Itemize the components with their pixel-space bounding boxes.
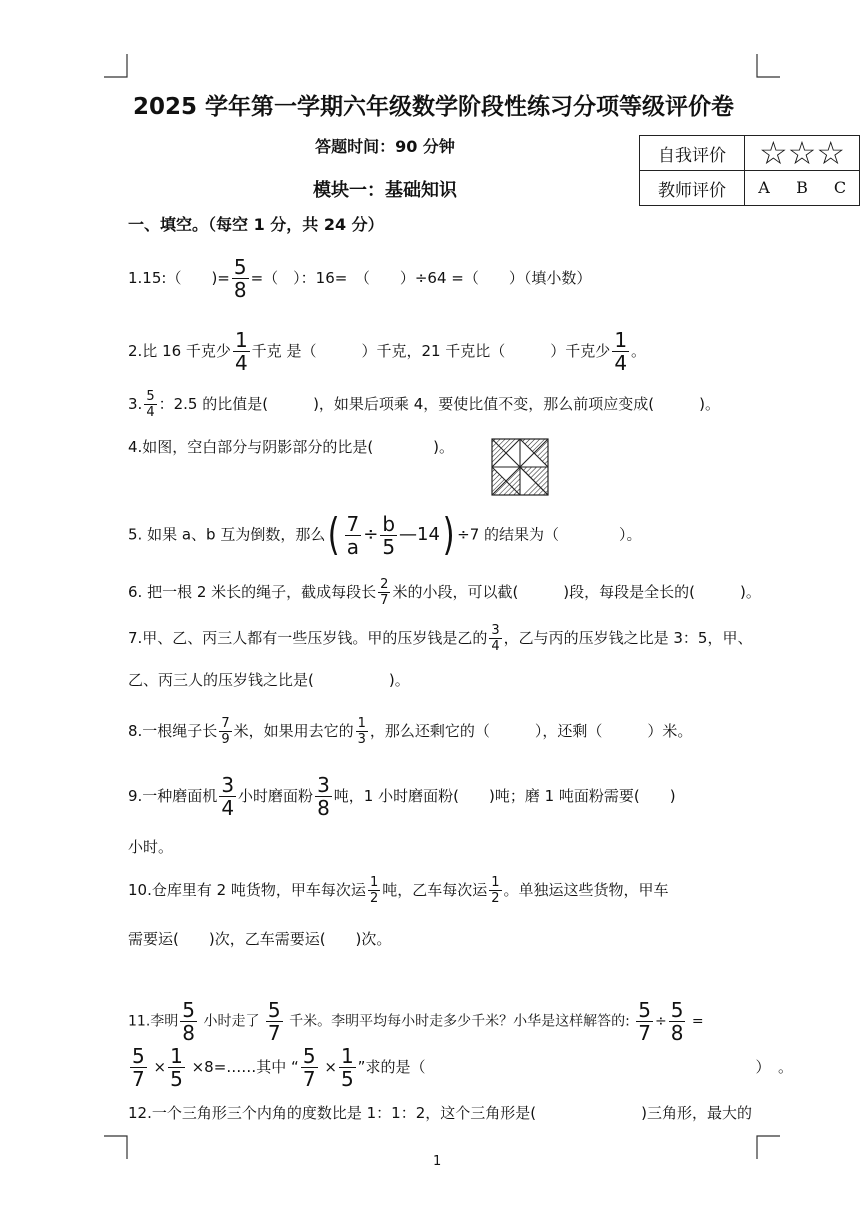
crop-mark-bottom-left (104, 1135, 128, 1159)
self-evaluation-label: 自我评价 (640, 136, 745, 171)
page-number: 1 (433, 1154, 442, 1169)
question-10: 10.仓库里有 2 吨货物，甲车每次运 $\frac{1}{2}$ 吨，乙车每次运 $\frac{1}{2}$ 。单独运这些货物，甲车 (128, 875, 669, 906)
question-9-line-2: 小时。 (128, 838, 174, 856)
question-7-line-2: 乙、丙三人的压岁钱之比是( )。 (128, 671, 410, 689)
question-1: 1.15:（ )= $\frac{5}{8}$ =（ ）：16= （ ）÷64 =（ ）（填小数） (128, 255, 592, 302)
question-4: 4.如图，空白部分与阴影部分的比是( )。 (128, 438, 455, 456)
exam-time: 答题时间：90 分钟 (315, 137, 455, 156)
crop-mark-top-left (104, 54, 128, 78)
question-5: 5. 如果 a、b 互为倒数，那么( $\frac{7}{a}$ ÷ $\frac{b}{5}$ —14) ÷7 的结果为（ ）。 (128, 509, 642, 560)
crop-mark-top-right (756, 54, 780, 78)
question-9: 9.一种磨面机 $\frac{3}{4}$ 小时磨面粉 $\frac{3}{8}$ 吨，1 小时磨面粉( )吨；磨 1 吨面粉需要( ) (128, 773, 676, 820)
crop-mark-bottom-right (756, 1135, 780, 1159)
question-8: 8.一根绳子长 $\frac{7}{9}$ 米，如果用去它的 $\frac{1}{3}$ ，那么还剩它的（ ），还剩（ ）米。 (128, 716, 693, 747)
module-title: 模块一：基础知识 (313, 180, 457, 201)
question-11-line-2: $\frac{5}{7}$ × $\frac{1}{5}$ ×8=……其中 “ $\frac{5}{7}$ × $\frac{1}{5}$ ”求的是（ ） 。 (132, 1044, 793, 1091)
question-7: 7.甲、乙、丙三人都有一些压岁钱。甲的压岁钱是乙的 $\frac{3}{4}$ ，乙与丙的压岁钱之比是 3：5，甲、 (128, 623, 753, 654)
question-3: 3. $\frac{5}{4}$ ：2.5 的比值是( )，如果后项乘 4，要使比值不变，那么前项应变成( )。 (128, 389, 720, 420)
rating-stars-icon[interactable]: ☆☆☆ (758, 134, 846, 172)
grade-c[interactable]: C (833, 178, 847, 197)
teacher-evaluation-label: 教师评价 (640, 171, 745, 206)
question-11: 11.李明 $\frac{5}{8}$ 小时走了 $\frac{5}{7}$ 千米。李明平均每小时走多少千米？小华是这样解答的: $\frac{5}{7}$ ÷ $\frac{5}{8}$ = (128, 998, 704, 1045)
question-10-line-2: 需要运( )次，乙车需要运( )次。 (128, 930, 392, 948)
question-6: 6. 把一根 2 米长的绳子，截成每段长 $\frac{2}{7}$ 米的小段，可以截( )段，每段是全长的( )。 (128, 577, 761, 608)
evaluation-table (639, 135, 860, 206)
question-12: 12.一个三角形三个内角的度数比是 1：1：2，这个三角形是( )三角形，最大的 (128, 1104, 752, 1122)
grade-b[interactable]: B (796, 178, 808, 197)
question-2: 2.比 16 千克少 $\frac{1}{4}$ 千克 是（ ）千克，21 千克比（ ）千克少 $\frac{1}{4}$ 。 (128, 328, 647, 375)
shaded-square-figure (491, 438, 549, 496)
grade-options (745, 171, 860, 206)
exam-title: 2025 学年第一学期六年级数学阶段性练习分项等级评价卷 (132, 94, 735, 120)
section-title: 一、填空。（每空 1 分，共 24 分） (128, 215, 384, 234)
grade-a[interactable]: A (758, 178, 770, 197)
